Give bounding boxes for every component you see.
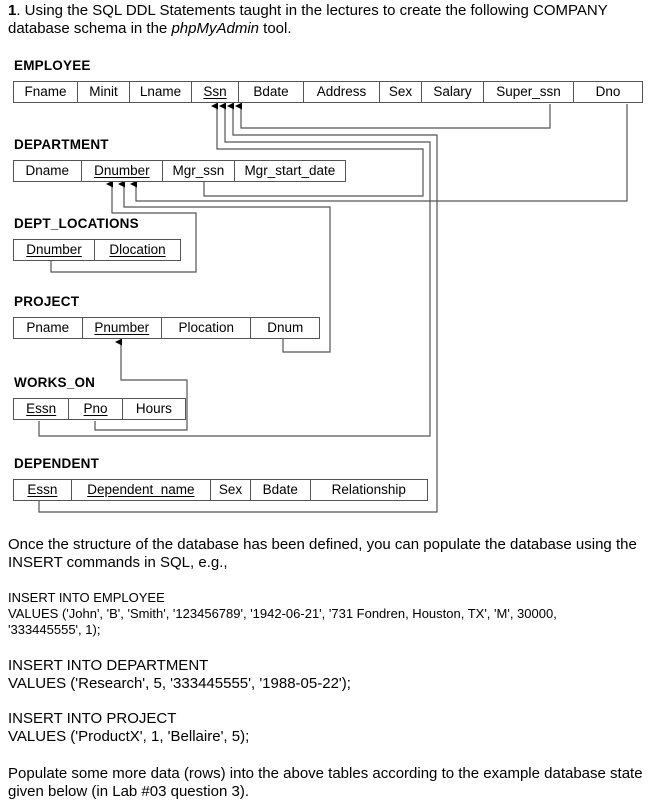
column-plocation: Plocation: [162, 318, 251, 338]
column-mgr-start-date: Mgr_start_date: [244, 163, 336, 178]
department-table: [13, 160, 346, 182]
line-mgr-ssn-to-ssn: [204, 106, 423, 196]
line-dno-to-dnumber: [136, 104, 627, 201]
insert-project-statement: [8, 710, 648, 746]
dependent-table-name: DEPENDENT: [14, 456, 100, 471]
column-dependent-sex: Sex: [211, 480, 251, 500]
column-pno: Pno: [69, 399, 122, 419]
works-on-table-name: WORKS_ON: [14, 375, 96, 390]
employee-table-name: EMPLOYEE: [14, 58, 91, 73]
insert-employee-line1: INSERT INTO EMPLOYEE: [8, 590, 165, 605]
column-dlocation: Dlocation: [109, 242, 166, 257]
project-table-name: PROJECT: [14, 294, 80, 309]
question-number: 1: [8, 2, 17, 19]
column-minit: Minit: [78, 82, 130, 102]
populate-more-paragraph: Populate some more data (rows) into the above tables according to the example database state given below (in Lab #03 question 3).: [8, 765, 643, 800]
line-works-essn-to-ssn: [39, 106, 430, 436]
tool-name: phpMyAdmin: [171, 20, 259, 37]
project-table: [13, 317, 320, 339]
column-lname: Lname: [130, 82, 192, 102]
column-super-ssn: Super_ssn: [484, 82, 574, 102]
column-address: Address: [304, 82, 380, 102]
column-dependent-bdate: Bdate: [251, 480, 311, 500]
line-super-ssn-to-ssn: [241, 104, 550, 128]
column-hours: Hours: [135, 401, 172, 416]
dependent-table: [13, 479, 428, 501]
column-dnum: Dnum: [267, 320, 304, 335]
question-text-after: tool.: [259, 20, 292, 37]
populate-intro-paragraph: Once the structure of the database has been defined, you can populate the database using the INSERT commands in SQL, e.g.,: [8, 536, 637, 571]
column-fname: Fname: [14, 82, 78, 102]
column-dnumber-primary-key: Dnumber: [82, 161, 164, 181]
column-pname: Pname: [14, 318, 83, 338]
column-sex: Sex: [380, 82, 422, 102]
column-dnumber: Dnumber: [14, 240, 95, 260]
column-pnumber-primary-key: Pnumber: [83, 318, 162, 338]
insert-employee-line2: VALUES ('John', 'B', 'Smith', '123456789', '1942-06-21', '731 Fondren, Houston, TX', 'M', 30000,: [8, 606, 557, 621]
column-mgr-ssn: Mgr_ssn: [163, 161, 235, 181]
dept-locations-table-name: DEPT_LOCATIONS: [14, 216, 139, 231]
employee-table: [13, 81, 643, 103]
works-on-table: [13, 398, 186, 420]
dept-locations-table: [13, 239, 181, 261]
column-bdate: Bdate: [239, 82, 304, 102]
insert-department-statement: [8, 657, 648, 693]
column-salary: Salary: [422, 82, 484, 102]
column-dependent-essn: Essn: [14, 480, 72, 500]
column-dname: Dname: [14, 161, 82, 181]
column-dno: Dno: [595, 84, 621, 99]
insert-project-line2: VALUES ('ProductX', 1, 'Bellaire', 5);: [8, 728, 250, 745]
department-table-name: DEPARTMENT: [14, 137, 109, 152]
insert-department-line1: INSERT INTO DEPARTMENT: [8, 657, 209, 674]
column-dependent-name: Dependent_name: [72, 480, 211, 500]
insert-department-line2: VALUES ('Research', 5, '333445555', '1988-05-22');: [8, 675, 351, 692]
insert-project-line1: INSERT INTO PROJECT: [8, 710, 177, 727]
column-essn: Essn: [14, 399, 69, 419]
column-relationship: Relationship: [331, 482, 406, 497]
column-ssn-primary-key: Ssn: [192, 82, 239, 102]
question-text-before: . Using the SQL DDL Statements taught in the lectures to create the following COMPANY database schema in the: [8, 2, 608, 37]
insert-employee-line3: '333445555', 1);: [8, 622, 101, 637]
insert-employee-statement: [8, 590, 648, 638]
